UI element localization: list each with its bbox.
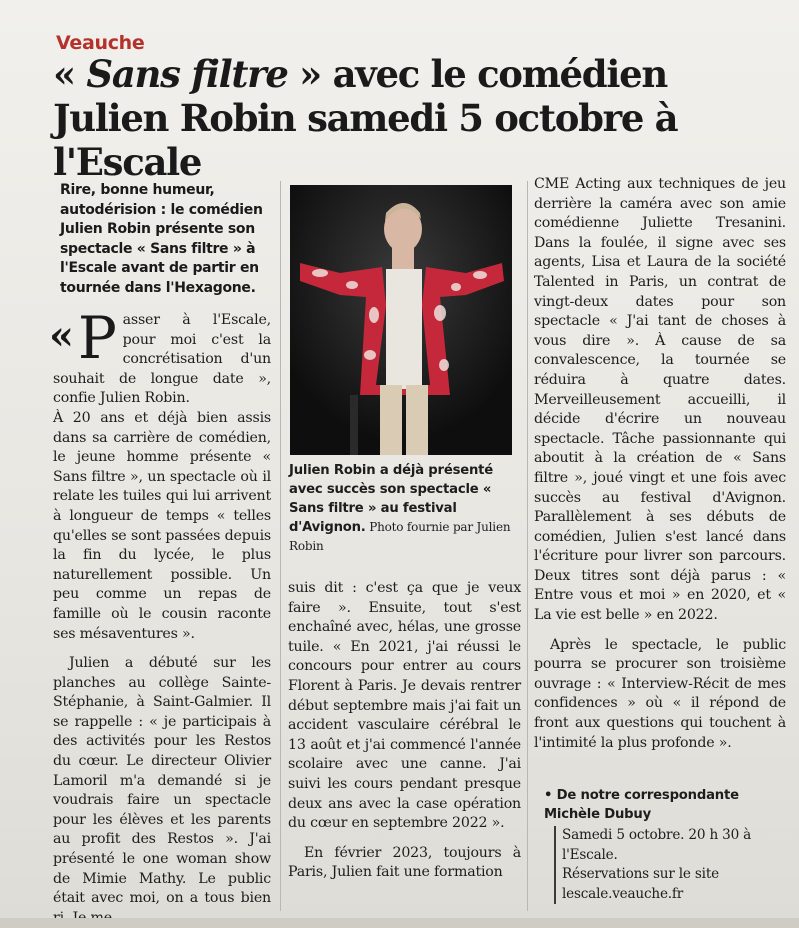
drop-cap: P bbox=[77, 304, 117, 372]
headline-quote-open: « bbox=[53, 52, 87, 96]
drop-quote-mark: « bbox=[49, 312, 74, 359]
paragraph-intro-text: asser à l'Escale, pour moi c'est la concrétisation d'un souhait de longue date », confie Julien Robin. bbox=[53, 312, 271, 407]
caption-text: Julien Robin a déjà présenté avec succès son spectacle « Sans filtre » au festival d'Avignon. bbox=[289, 463, 494, 535]
article-column-3 bbox=[534, 175, 786, 753]
paragraph: En février 2023, toujours à Paris, Julien fait une formation bbox=[288, 844, 521, 881]
paragraph-intro bbox=[49, 304, 271, 409]
headline-rest: » avec le comédien Julien Robin samedi 5 octobre à l'Escale bbox=[53, 52, 678, 184]
article-column-2 bbox=[288, 579, 521, 883]
headline-title-italic: Sans filtre bbox=[86, 52, 288, 96]
column-divider bbox=[280, 181, 281, 911]
byline-role: • De notre correspondante bbox=[544, 788, 739, 803]
photo-credit: Photo fournie par Julien Robin bbox=[289, 520, 511, 553]
event-reservation: Réservations sur le site lescale.veauche.fr bbox=[562, 866, 719, 902]
photo-caption bbox=[289, 461, 519, 556]
performer-illustration bbox=[290, 185, 512, 455]
byline bbox=[544, 786, 789, 824]
paragraph: À 20 ans et déjà bien assis dans sa carrière de comédien, le jeune homme présente « Sans filtre », un spectacle où il relate les tuiles qui lui arrivent à longueur de temps « telles qu'elles se sont passées depuis la fin du lycée, le plus naturellement possible. Un peu comme un repas de famille où le cousin raconte ses mésaventures ». bbox=[53, 409, 271, 642]
article-photo bbox=[290, 185, 512, 455]
section-kicker: Veauche bbox=[56, 32, 145, 54]
event-date: Samedi 5 octobre. 20 h 30 à l'Escale. bbox=[562, 827, 752, 863]
paragraph: CME Acting aux techniques de jeu derrière la caméra avec son amie comédienne Juliette Tresanini. Dans la foulée, il signe avec ses agents, Lisa et Laura de la société Talented in Paris, un contrat de vingt-deux dates pour son spectacle « J'ai tant de choses à vous dire ». À cause de sa convalescence, la tournée se réduira à quatre dates. Merveilleusement accueilli, il décide d'écrire un nouveau spectacle. Tâche passionnante qui aboutit à la création de « Sans filtre », joué vingt et une fois avec succès au festival d'Avignon. Parallèlement à ses débuts de comédien, Julien s'est lancé dans l'écriture pour livrer son parcours. Deux titres sont déjà parus : « Entre vous et moi » en 2020, et « La vie est belle » en 2022. bbox=[534, 176, 786, 624]
event-info-box bbox=[554, 826, 792, 904]
article-lead: Rire, bonne humeur, autodérision : le comédien Julien Robin présente son spectacle « Sans filtre » à l'Escale avant de partir en tournée dans l'Hexagone. bbox=[60, 182, 263, 296]
article-headline bbox=[53, 52, 793, 184]
page-bottom-edge bbox=[0, 918, 799, 928]
article-column-1 bbox=[49, 304, 271, 928]
byline-author: Michèle Dubuy bbox=[544, 807, 652, 822]
paragraph: Julien a débuté sur les planches au collège Sainte-Stéphanie, à Saint-Galmier. Il se rappelle : « je participais à des activités pour les Restos du cœur. Le directeur Olivier Lamoril m'a demandé si je voudrais faire un spectacle pour les élèves et les parents au profit des Restos ». J'ai présenté le one woman show de Mimie Mathy. Le public était avec moi, on a tous bien bbox=[53, 655, 271, 907]
paragraph: suis dit : c'est ça que je veux faire ». Ensuite, tout s'est enchaîné avec, hélas, une grosse tuile. « En 2021, j'ai réussi le concours pour entrer au cours Florent à Paris. Je devais rentrer début septembre mais j'ai fait un accident vasculaire cérébral le 13 août et j'ai commencé l'année scolaire avec une canne. J'ai suivi les cours pendant presque deux ans avec la case opération du cœur en septembre 2022 ». bbox=[288, 580, 521, 832]
paragraph: Après le spectacle, le public pourra se procurer son troisième ouvrage : « Interview-Récit de mes confidences » où « il répond de front aux questions qui touchent à l'intimité la plus profonde ». bbox=[534, 636, 786, 751]
column-divider bbox=[527, 181, 528, 911]
